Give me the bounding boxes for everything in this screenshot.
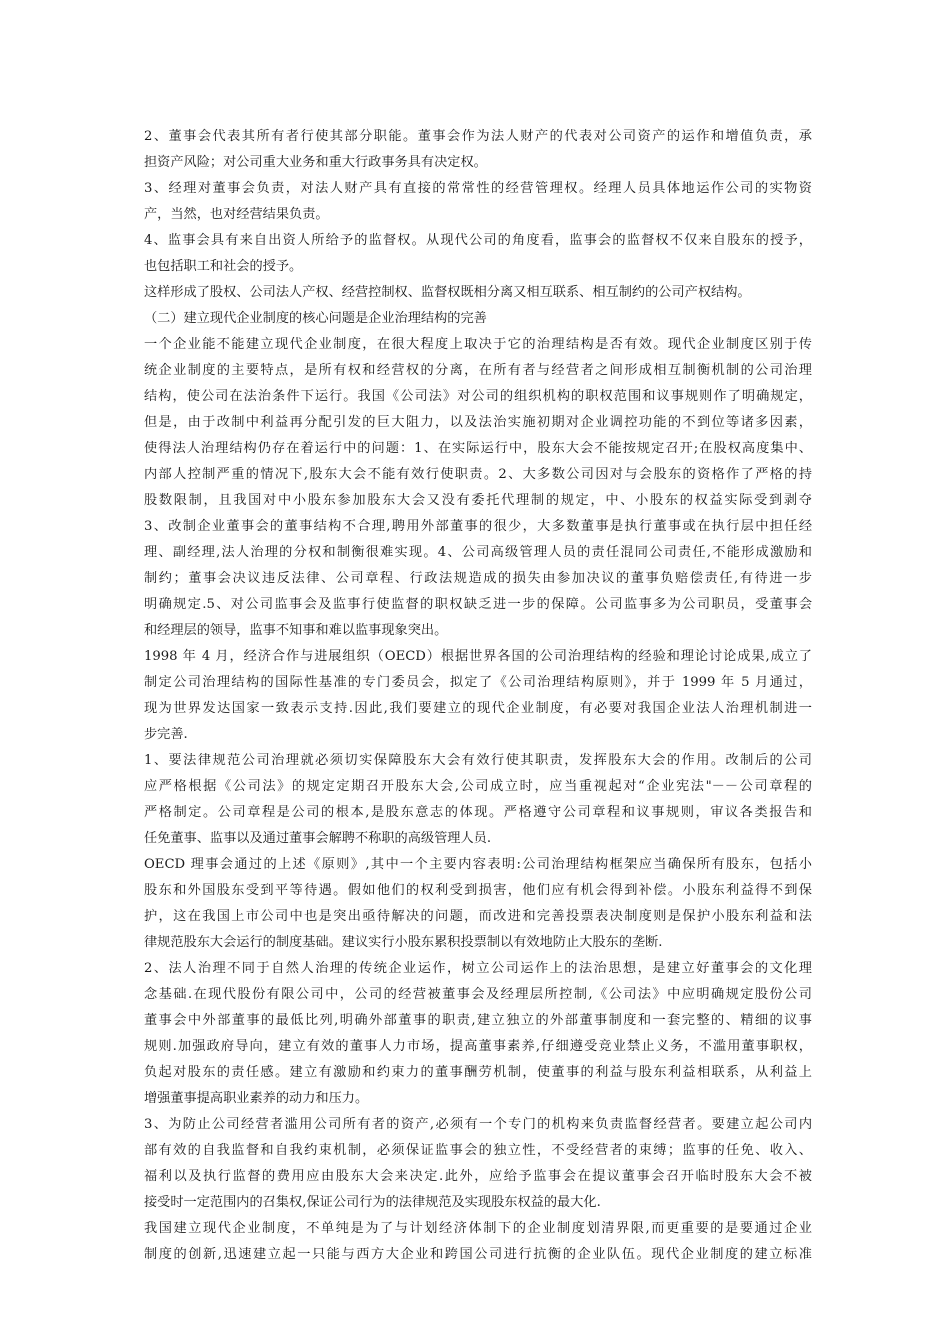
text-line: 1、要法律规范公司治理就必须切实保障股东大会有效行使其职责，发挥股东大会的作用。改制后的公司 [144,753,812,768]
paragraph [144,228,812,280]
text-line: 现为世界发达国家一致表示支持.因此,我们要建立的现代企业制度，有必要对我国企业法人治理机制进一 [144,701,812,716]
text-line: 部有效的自我监督和自我约束机制，必须保证监事会的独立性，不受经营者的束缚；监事的任免、收入、 [144,1143,812,1158]
text-line: 应严格根据《公司法》的规定定期召开股东大会,公司成立时，应当重视起对“企业宪法"－－公司章程的 [144,779,812,794]
text-line: 3、改制企业董事会的董事结构不合理,聘用外部董事的很少，大多数董事是执行董事或在执行层中担任经 [144,519,812,534]
text-line: 明确规定.5、对公司监事会及监事行使监督的职权缺乏进一步的保障。公司监事多为公司职员，受董事会 [144,597,812,612]
text-line: OECD 理事会通过的上述《原则》,其中一个主要内容表明:公司治理结构框架应当确保所有股东，包括小 [144,857,812,872]
paragraph [144,124,812,176]
text-line: 负起对股东的责任感。建立有激励和约束力的董事酬劳机制，使董事的利益与股东利益相联系，从利益上 [144,1065,812,1080]
text-line: 3、经理对董事会负责，对法人财产具有直接的常常性的经营管理权。经理人员具体地运作公司的实物资 [144,181,812,196]
document-body [144,124,812,1268]
text-line: 制度的创新,迅速建立起一只能与西方大企业和跨国公司进行抗衡的企业队伍。现代企业制度的建立标准 [144,1247,812,1262]
text-line: 念基础.在现代股份有限公司中，公司的经营被董事会及经理层所控制,《公司法》中应明确规定股份公司 [144,987,812,1002]
text-line: 任免董事、监事以及通过董事会解聘不称职的高级管理人员. [144,831,492,846]
text-line: 使得法人治理结构仍存在着运行中的问题：1、在实际运行中，股东大会不能按规定召开;在股权高度集中、 [144,441,812,456]
paragraph [144,748,812,852]
text-line: 福利以及执行监督的费用应由股东大会来决定.此外，应给予监事会在提议董事会召开临时股东大会不被 [144,1169,812,1184]
text-line: 结构，使公司在法治条件下运行。我国《公司法》对公司的组织机构的职权范围和议事规则作了明确规定， [144,389,812,404]
paragraph [144,176,812,228]
text-line: 这样形成了股权、公司法人产权、经营控制权、监督权既相分离又相互联系、相互制约的公司产权结构。 [144,285,751,300]
text-line: 担资产风险；对公司重大业务和重大行政事务具有决定权。 [144,155,487,170]
text-line: 严格制定。公司章程是公司的根本,是股东意志的体现。严格遵守公司章程和议事规则，审议各类报告和 [144,805,812,820]
text-line: 但是，由于改制中利益再分配引发的巨大阻力，以及法治实施初期对企业调控功能的不到位等诸多因素， [144,415,812,430]
paragraph [144,956,812,1112]
text-line: 增强董事提高职业素养的动力和压力。 [144,1091,369,1106]
text-line: （二）建立现代企业制度的核心问题是企业治理结构的完善 [144,311,487,326]
text-line: 理、副经理,法人治理的分权和制衡很难实现。4、公司高级管理人员的责任混同公司责任,不能形成激励和 [144,545,812,560]
text-line: 统企业制度的主要特点，是所有权和经营权的分离，在所有者与经营者之间形成相互制衡机制的公司治理 [144,363,812,378]
text-line: 我国建立现代企业制度，不单纯是为了与计划经济体制下的企业制度划清界限,而更重要的是要通过企业 [144,1221,812,1236]
text-line: 也包括职工和社会的授予。 [144,259,303,274]
text-line: 股数限制，且我国对中小股东参加股东大会又没有委托代理制的规定，中、小股东的权益实际受到剥夺 [144,493,812,508]
text-line: 步完善. [144,727,188,742]
text-line: 和经理层的领导，监事不知事和难以监事现象突出。 [144,623,448,638]
paragraph [144,644,812,748]
paragraph [144,852,812,956]
paragraph [144,332,812,644]
paragraph [144,1216,812,1268]
text-line: 律规范股东大会运行的制度基础。建议实行小股东累积投票制以有效地防止大股东的垄断. [144,935,663,950]
text-line: 1998 年 4 月，经济合作与进展组织（OECD）根据世界各国的公司治理结构的经验和理论讨论成果,成立了 [144,649,812,664]
text-line: 制定公司治理结构的国际性基准的专门委员会，拟定了《公司治理结构原则》，并于 1999 年 5 月通过， [144,675,812,690]
text-line: 产，当然，也对经营结果负责。 [144,207,329,222]
paragraph [144,280,812,306]
text-line: 2、董事会代表其所有者行使其部分职能。董事会作为法人财产的代表对公司资产的运作和增值负责，承 [144,129,812,144]
text-line: 规则.加强政府导向，建立有效的董事人力市场，提高董事素养,仔细遵受竞业禁止义务，不滥用董事职权， [144,1039,812,1054]
text-line: 董事会中外部董事的最低比列,明确外部董事的职责,建立独立的外部董事制度和一套完整的、精细的议事 [144,1013,812,1028]
text-line: 4、监事会具有来自出资人所给予的监督权。从现代公司的角度看，监事会的监督权不仅来自股东的授予， [144,233,812,248]
text-line: 接受时一定范围内的召集权,保证公司行为的法律规范及实现股东权益的最大化. [144,1195,601,1210]
text-line: 护，这在我国上市公司中也是突出亟待解决的问题，而改进和完善投票表决制度则是保护小股东利益和法 [144,909,812,924]
text-line: 内部人控制严重的情况下,股东大会不能有效行使职责。2、大多数公司因对与会股东的资格作了严格的持 [144,467,812,482]
text-line: 股东和外国股东受到平等待遇。假如他们的权利受到损害，他们应有机会得到补偿。小股东利益得不到保 [144,883,812,898]
text-line: 一个企业能不能建立现代企业制度，在很大程度上取决于它的治理结构是否有效。现代企业制度区别于传 [144,337,812,352]
text-line: 制约；董事会决议违反法律、公司章程、行政法规造成的损失由参加决议的董事负赔偿责任,有待进一步 [144,571,812,586]
paragraph [144,1112,812,1216]
text-line: 2、法人治理不同于自然人治理的传统企业运作，树立公司运作上的法治思想，是建立好董事会的文化理 [144,961,812,976]
section-heading [144,306,812,332]
text-line: 3、为防止公司经营者滥用公司所有者的资产,必须有一个专门的机构来负责监督经营者。要建立起公司内 [144,1117,812,1132]
